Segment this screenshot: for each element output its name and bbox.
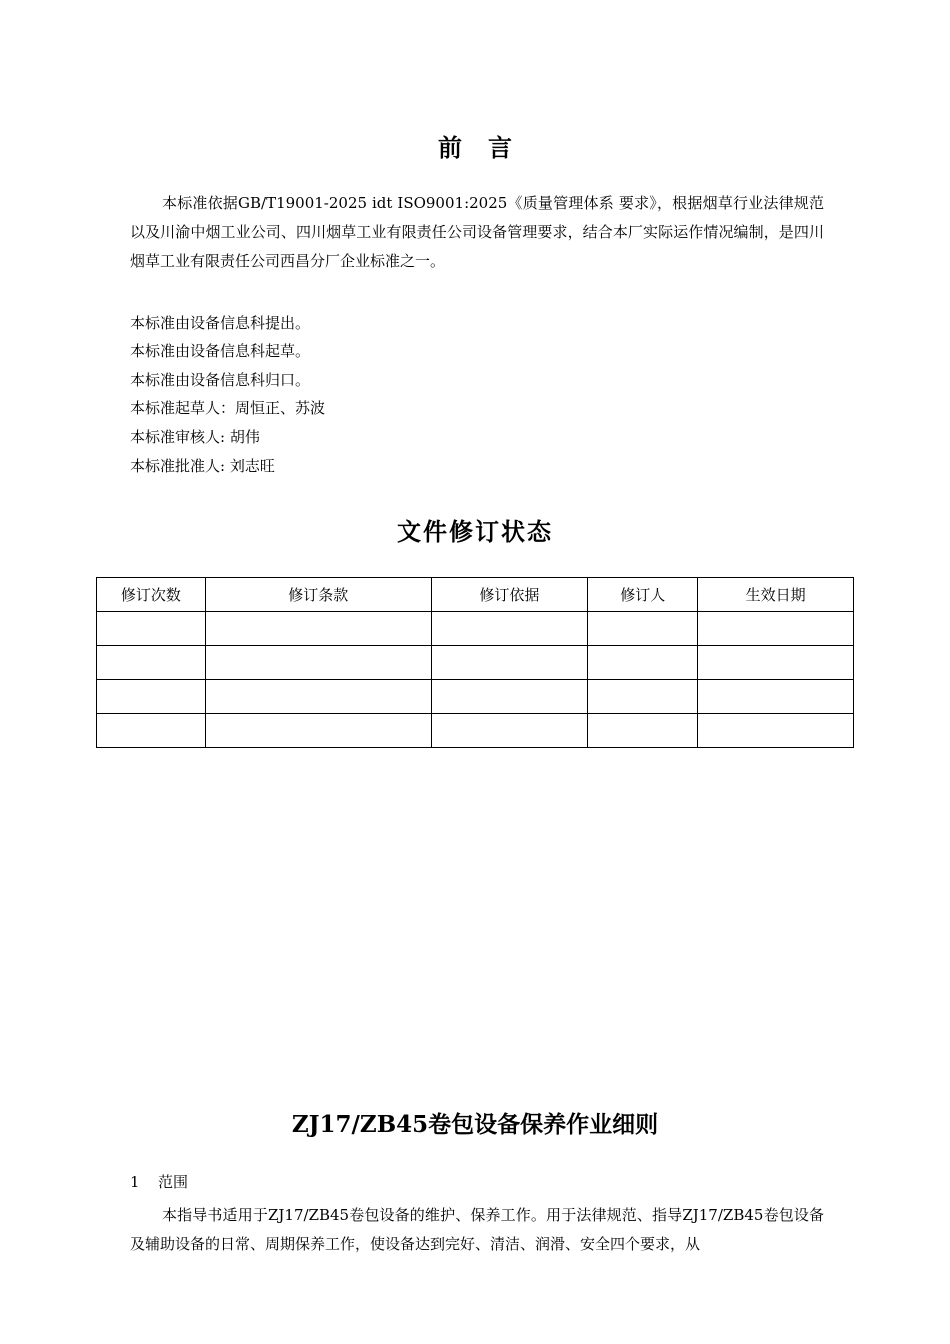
table-cell [698, 714, 854, 748]
table-row [97, 680, 854, 714]
table-cell [97, 714, 206, 748]
table-row [97, 714, 854, 748]
preface-title: 前言 [438, 134, 538, 162]
section-1-heading [130, 1171, 188, 1192]
table-cell [431, 646, 588, 680]
preface-line-proposer: 本标准由设备信息科提出。 [130, 314, 311, 332]
header-revision-count: 修订次数 [97, 578, 206, 612]
revision-header-row [97, 578, 854, 612]
table-cell [97, 612, 206, 646]
preface-line-drafters: 本标准起草人：周恒正、苏波 [130, 399, 326, 417]
table-cell [205, 714, 431, 748]
table-row [97, 612, 854, 646]
header-revision-clause: 修订条款 [205, 578, 431, 612]
table-cell [698, 612, 854, 646]
table-cell [431, 680, 588, 714]
header-revision-basis: 修订依据 [431, 578, 588, 612]
table-cell [205, 646, 431, 680]
preface-line-owner: 本标准由设备信息科归口。 [130, 371, 311, 389]
table-cell [698, 680, 854, 714]
table-cell [588, 646, 698, 680]
preface-line-approver: 本标准批准人: 刘志旺 [130, 457, 275, 475]
preface-line-drafter-dept: 本标准由设备信息科起草。 [130, 342, 311, 360]
table-cell [205, 612, 431, 646]
table-cell [588, 714, 698, 748]
section-heading-text: 范围 [158, 1173, 189, 1191]
preface-line-reviewer: 本标准审核人: 胡伟 [130, 428, 260, 446]
section-number: 1 [130, 1173, 140, 1191]
table-cell [205, 680, 431, 714]
table-cell [588, 612, 698, 646]
header-effective-date: 生效日期 [698, 578, 854, 612]
table-cell [431, 714, 588, 748]
revision-title: 文件修订状态 [397, 518, 553, 546]
table-cell [97, 646, 206, 680]
document-title: ZJ17/ZB45卷包设备保养作业细则 [291, 1111, 659, 1138]
header-reviser: 修订人 [588, 578, 698, 612]
preface-paragraph: 本标准依据GB/T19001-2025 idt ISO9001:2025《质量管理体系 要求》，根据烟草行业法律规范以及川渝中烟工业公司、四川烟草工业有限责任公司设备管理要求，结合本厂实际运作情况编制，是四川烟草工业有限责任公司西昌分厂企业标准之一。 [130, 194, 824, 270]
revision-table [96, 577, 854, 748]
section-1-paragraph: 本指导书适用于ZJ17/ZB45卷包设备的维护、保养工作。用于法律规范、指导ZJ17/ZB45卷包设备及辅助设备的日常、周期保养工作，使设备达到完好、清洁、润滑、安全四个要求，从 [130, 1206, 824, 1253]
table-cell [588, 680, 698, 714]
table-cell [431, 612, 588, 646]
table-row [97, 646, 854, 680]
table-cell [698, 646, 854, 680]
table-cell [97, 680, 206, 714]
